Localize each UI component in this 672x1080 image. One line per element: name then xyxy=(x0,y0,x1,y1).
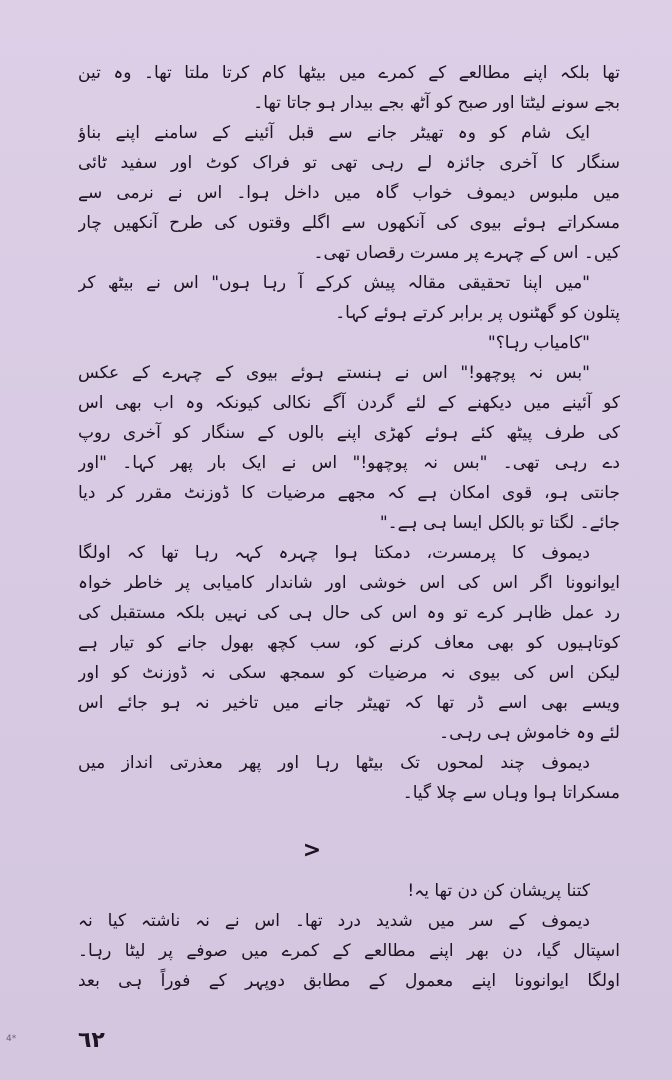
text-line: میں ملبوس دیموف خواب گاہ میں داخل ہوا۔ اس نے نرمی سے xyxy=(78,183,620,203)
text-line: جانتی ہو، قوی امکان ہے کہ مجھے مرضیات کا ڈوزنٹ مقرر کر دیا xyxy=(78,483,620,503)
text-line: کتنا پریشان کن دن تھا یہ! xyxy=(407,881,590,901)
text-line: کی طرف پیٹھ کئے ہوئے کھڑی اپنے بالوں کے سنگار کو آخری روپ xyxy=(78,423,620,443)
text-line: دیموف کے سر میں شدید درد تھا۔ اس نے نہ ناشتہ کیا نہ xyxy=(78,911,590,931)
text-block-bottom xyxy=(78,876,620,996)
text-line: ایک شام کو وہ تھیٹر جانے سے قبل آئینے کے سامنے اپنے بناؤ xyxy=(78,123,590,143)
text-line: مسکراتا ہوا وہاں سے چلا گیا۔ xyxy=(402,783,620,803)
text-line: ایوانوونا اگر اس کی اس خوشی اور شاندار کامیابی پر خاطر خواہ xyxy=(78,573,620,593)
text-line: دے رہی تھی۔ "بس نہ پوچھو!" اس نے ایک بار پھر کہا۔ "اور xyxy=(78,453,620,473)
text-line: ویسے بھی اسے ڈر تھا کہ تھیٹر جانے میں تاخیر نہ ہو جائے اس xyxy=(78,693,620,713)
text-line: لیکن اس کی بیوی نہ مرضیات کو سمجھ سکی نہ ڈوزنٹ کو اور xyxy=(78,663,620,683)
text-line: سنگار کا آخری جائزہ لے رہی تھی تو فراک کوٹ اور سفید ٹائی xyxy=(78,153,620,173)
text-line: پتلون کو گھٹنوں پر برابر کرتے ہوئے کہا۔ xyxy=(335,303,620,323)
text-line: دیموف کا پرمسرت، دمکتا ہوا چہرہ کہہ رہا تھا کہ اولگا xyxy=(78,543,590,563)
text-line: کیں۔ اس کے چہرے پر مسرت رقصاں تھی۔ xyxy=(313,243,620,263)
text-line: دیموف چند لمحوں تک بیٹھا رہا اور پھر معذرتی انداز میں xyxy=(78,753,590,773)
text-line: کو آئینے میں دیکھنے کے لئے گردن آگے نکالی کیونکہ وہ اب بھی اس xyxy=(78,393,620,413)
text-line: اولگا ایوانوونا اپنے معمول کے مطابق دوپہر کے فوراً ہی بعد xyxy=(78,971,620,991)
text-line: رد عمل ظاہر کرے تو وہ اس کی حال ہی کی نہیں بلکہ مستقبل کی xyxy=(78,603,620,623)
section-break-mark: > xyxy=(302,838,322,863)
text-line: اسپتال گیا، دن بھر اپنے مطالعے کے کمرے میں صوفے پر لیٹا رہا۔ xyxy=(78,941,620,961)
text-line: جائے۔ لگتا تو بالکل ایسا ہی ہے۔" xyxy=(379,513,620,533)
scan-stamp: 4* xyxy=(6,1034,17,1044)
page-number: ٦٢ xyxy=(78,1028,105,1053)
text-line: لئے وہ خاموش ہی رہی۔ xyxy=(439,723,620,743)
text-line: مسکراتے ہوئے بیوی کی آنکھوں سے اگلے وقتوں کی طرح آنکھیں چار xyxy=(78,213,620,233)
text-line: بجے سونے لیٹتا اور صبح کو آٹھ بجے بیدار ہو جاتا تھا۔ xyxy=(253,93,620,113)
text-line: کوتاہیوں کو بھی معاف کرنے کو، سب کچھ بھول جانے کو تیار ہے xyxy=(78,633,620,653)
text-line: "بس نہ پوچھو!" اس نے ہنستے ہوئے بیوی کے چہرے کے عکس xyxy=(78,363,590,383)
text-line: "میں اپنا تحقیقی مقالہ پیش کرکے آ رہا ہوں" اس نے بیٹھ کر xyxy=(78,273,590,293)
text-block-top xyxy=(78,58,620,808)
text-line: "کامیاب رہا؟" xyxy=(487,333,590,353)
text-line: تھا بلکہ اپنے مطالعے کے کمرے میں بیٹھا کام کرتا ملتا تھا۔ وہ تین xyxy=(78,63,620,83)
